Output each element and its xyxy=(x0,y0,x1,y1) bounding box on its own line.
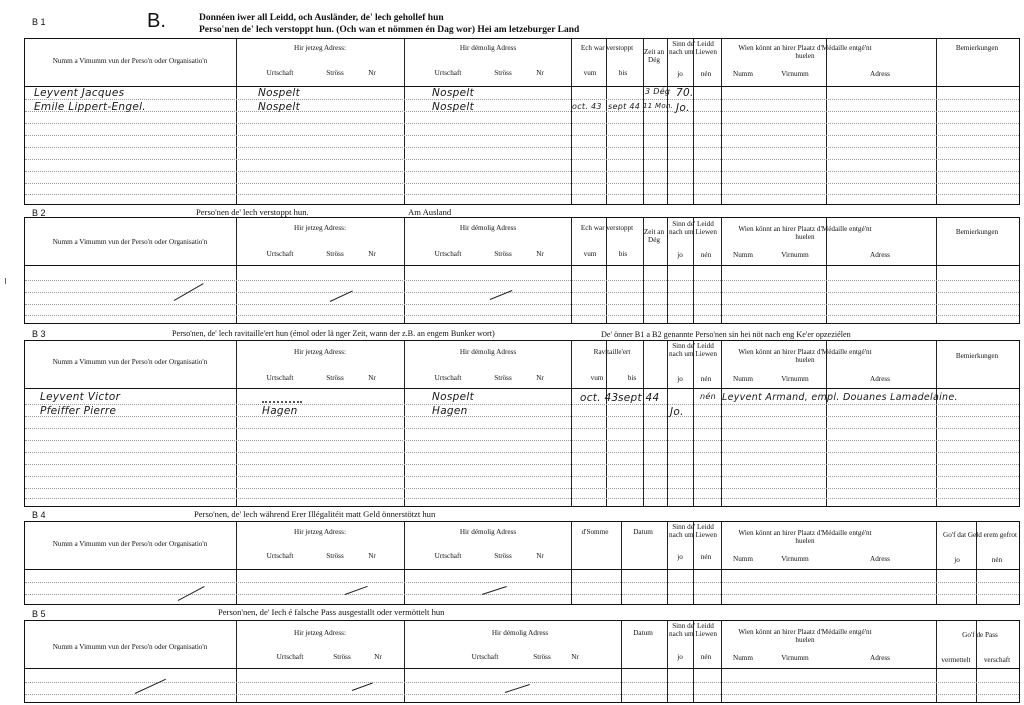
col-stross: Ströss xyxy=(494,552,512,560)
col-vum: vum xyxy=(583,69,597,77)
col-jo: jo xyxy=(677,375,683,383)
section-title-b2: Perso'nen de' lech verstoppt hun. xyxy=(196,207,309,217)
col-addr-now: Hir jetzeg Adress: xyxy=(294,629,346,637)
section-id-b5: B 5 xyxy=(32,609,46,619)
col-bemierkungen: Bemierkungen xyxy=(955,228,999,236)
col-medaille: Wien könnt an hirer Plaatz d'Médaille entgé'nt huelen xyxy=(738,225,872,241)
form-letter: B. xyxy=(147,10,166,32)
col-urtschaft: Urtschaft xyxy=(276,653,304,661)
col-adress: Adress xyxy=(870,555,890,563)
col-nen: nén xyxy=(700,375,712,383)
col-jo: jo xyxy=(677,653,683,661)
section-title-b3: Perso'nen, de' lech ravitaille'ert hun (émol oder lä nger Zeit, wann der z.B. an engem Bunker wort) xyxy=(172,329,495,338)
col-somme: d'Somme xyxy=(581,528,609,536)
entry-bis: sept 44 xyxy=(608,102,641,111)
col-medaille: Wien könnt an hirer Plaatz d'Médaille entgé'nt huelen xyxy=(738,348,872,364)
form-heading-2: Perso'nen de' lech verstoppt hun. (Och wan et nömmen én Dag wor) Hei am letzeburger Land xyxy=(199,25,580,35)
col-sinn: Sinn de' Leidd nach um Liewen xyxy=(669,40,717,56)
col-addr-now: Hir jetzeg Adress: xyxy=(294,528,346,536)
col-nr: Nr xyxy=(368,374,376,382)
section-subtitle-b2: Am Ausland xyxy=(408,207,452,217)
col-verstoppt: Ech war verstoppt xyxy=(580,44,634,52)
col-nen: nén xyxy=(700,251,712,259)
col-stross: Ströss xyxy=(326,374,344,382)
col-nr: Nr xyxy=(368,552,376,560)
col-nen: nén xyxy=(700,653,712,661)
col-datum: Datum xyxy=(633,629,653,637)
col-name: Numm a Vimumm vun der Perso'n oder Organisatio'n xyxy=(52,643,208,651)
col-nen: nén xyxy=(991,556,1003,564)
col-adress: Adress xyxy=(870,251,890,259)
col-nr: Nr xyxy=(536,552,544,560)
entry-name: Emile Lippert-Engel. xyxy=(34,101,146,113)
entry-jo: Jo. xyxy=(670,406,684,418)
col-nr: Nr xyxy=(571,653,579,661)
col-medaille: Wien könnt an hirer Plaatz d'Médaille entgé'nt huelen xyxy=(738,44,872,60)
col-stross: Ströss xyxy=(326,250,344,258)
col-numm: Numm xyxy=(733,654,753,662)
edge-mark xyxy=(5,278,10,284)
col-stross: Ströss xyxy=(326,552,344,560)
entry-addr-then: Nospelt xyxy=(432,101,475,113)
col-virnumm: Virnumm xyxy=(781,654,809,662)
entry-name: Leyvent Jacques xyxy=(34,87,125,99)
col-stross: Ströss xyxy=(494,250,512,258)
col-bemierkungen: Bemierkungen xyxy=(955,44,999,52)
col-addr-now: Hir jetzeg Adress: xyxy=(294,44,346,52)
col-bis: bis xyxy=(618,250,628,258)
col-name: Numm a Vimumm vun der Perso'n oder Organisatio'n xyxy=(52,57,208,65)
section-title-b4: Perso'nen, de' lech während Erer Illégalitéit matt Geld önnerstötzt hun xyxy=(194,509,436,519)
col-stross: Ströss xyxy=(333,653,351,661)
section-id-b1: B 1 xyxy=(32,17,46,27)
col-jo: jo xyxy=(677,251,683,259)
col-stross: Ströss xyxy=(533,653,551,661)
col-numm: Numm xyxy=(733,555,753,563)
entry-vum: oct. 43 xyxy=(572,102,602,111)
section-id-b4: B 4 xyxy=(32,510,46,520)
form-heading-1: Donnéen iwer all Leidd, och Ausländer, de' lech gehollef hun xyxy=(199,13,444,23)
col-sinn: Sinn de' Leidd nach um Liewen xyxy=(669,523,717,539)
col-adress: Adress xyxy=(870,375,890,383)
col-urtschaft: Urtschaft xyxy=(434,374,462,382)
entry-addr-now: Nospelt xyxy=(258,101,301,113)
col-urtschaft: Urtschaft xyxy=(266,374,294,382)
col-urtschaft: Urtschaft xyxy=(434,69,462,77)
entry-name: Pfeiffer Pierre xyxy=(40,405,117,417)
col-ravitailleert: Ravitaille'ert xyxy=(593,348,631,356)
col-virnumm: Virnumm xyxy=(781,555,809,563)
col-urtschaft: Urtschaft xyxy=(266,69,294,77)
col-urtschaft: Urtschaft xyxy=(266,250,294,258)
col-verschaft: verschaft xyxy=(983,656,1011,664)
entry-addr-now: Hagen xyxy=(262,405,298,417)
col-adress: Adress xyxy=(870,654,890,662)
col-vum: vum xyxy=(583,250,597,258)
col-jo: jo xyxy=(677,70,683,78)
entry-nen: nén xyxy=(700,392,716,401)
section-id-b2: B 2 xyxy=(32,208,46,218)
col-virnumm: Virnumm xyxy=(781,70,809,78)
entry-addr-then: Nospelt xyxy=(432,391,475,403)
col-nr: Nr xyxy=(368,250,376,258)
col-addr-now: Hir jetzeg Adress: xyxy=(294,348,346,356)
col-addr-then: Hir démolig Adress xyxy=(491,629,549,637)
col-stross: Ströss xyxy=(326,69,344,77)
col-urtschaft: Urtschaft xyxy=(266,552,294,560)
entry-jo: 70. xyxy=(676,87,694,99)
col-bis: bis xyxy=(627,374,637,382)
col-nen: nén xyxy=(700,553,712,561)
col-urtschaft: Urtschaft xyxy=(471,653,499,661)
col-medaille: Wien könnt an hirer Plaatz d'Médaille entgé'nt huelen xyxy=(738,529,872,545)
entry-bis: sept 44 xyxy=(618,392,660,404)
col-gof-pass: Go'f de Pass xyxy=(962,631,998,639)
entry-addr-then: Nospelt xyxy=(432,87,475,99)
col-sinn: Sinn de' Leidd nach um Liewen xyxy=(669,622,717,638)
col-jo: jo xyxy=(954,556,960,564)
col-name: Numm a Vimumm vun der Perso'n oder Organisatio'n xyxy=(52,238,208,246)
col-virnumm: Virnumm xyxy=(781,251,809,259)
col-numm: Numm xyxy=(733,251,753,259)
section-id-b3: B 3 xyxy=(32,329,46,339)
entry-vum: oct. 43 xyxy=(580,392,619,404)
entry-addr-then: Hagen xyxy=(432,405,468,417)
col-stross: Ströss xyxy=(494,374,512,382)
section-note-b3: De' önner B1 a B2 genannte Perso'nen sin hei nöt nach eng Ke'er opzeziélen xyxy=(601,330,851,339)
entry-name: Leyvent Victor xyxy=(40,391,121,403)
col-verstoppt: Ech war verstoppt xyxy=(580,224,634,232)
col-stross: Ströss xyxy=(494,69,512,77)
col-datum: Datum xyxy=(633,528,653,536)
col-numm: Numm xyxy=(733,70,753,78)
col-bemierkungen: Bemierkungen xyxy=(955,352,999,360)
col-urtschaft: Urtschaft xyxy=(434,250,462,258)
col-adress: Adress xyxy=(870,70,890,78)
col-nr: Nr xyxy=(368,69,376,77)
col-jo: jo xyxy=(677,553,683,561)
col-name: Numm a Vimumm vun der Perso'n oder Organisatio'n xyxy=(52,358,208,366)
entry-addr-now: Nospelt xyxy=(258,87,301,99)
col-nr: Nr xyxy=(536,250,544,258)
col-virnumm: Virnumm xyxy=(781,375,809,383)
section-title-b5: Person'nen, de' Iech é falsche Pass ausgestallt oder vermöttelt hun xyxy=(218,607,445,617)
col-addr-then: Hir démolig Adress xyxy=(459,44,517,52)
col-vermettelt: vermettelt xyxy=(941,656,971,664)
col-nr: Nr xyxy=(536,69,544,77)
col-nr: Nr xyxy=(374,653,382,661)
col-nen: nén xyxy=(700,70,712,78)
col-numm: Numm xyxy=(733,375,753,383)
col-medaille: Wien könnt an hirer Plaatz d'Médaille entgé'nt huelen xyxy=(738,628,872,644)
entry-zeit: 11 Mon. xyxy=(643,102,674,110)
col-addr-then: Hir démolig Adress xyxy=(459,348,517,356)
entry-medaille: Leyvent Armand, empl. Douanes Lamadelaine. xyxy=(722,392,958,403)
col-addr-then: Hir démolig Adress xyxy=(459,224,517,232)
col-zeit: Zeit an Dég xyxy=(643,48,665,64)
col-urtschaft: Urtschaft xyxy=(434,552,462,560)
col-vum: vum xyxy=(590,374,604,382)
col-sinn: Sinn de' Leidd nach um Liewen xyxy=(669,220,717,236)
col-zeit: Zeit an Dég xyxy=(643,228,665,244)
col-sinn: Sinn de' Leidd nach um Liewen xyxy=(669,342,717,358)
col-nr: Nr xyxy=(536,374,544,382)
col-addr-then: Hir démolig Adress xyxy=(459,528,517,536)
col-name: Numm a Vimumm vun der Perso'n oder Organisatio'n xyxy=(52,540,208,548)
col-bis: bis xyxy=(618,69,628,77)
col-addr-now: Hir jetzeg Adress: xyxy=(294,224,346,232)
col-gof-geld: Go'f dat Geld erem gefrot xyxy=(943,531,1017,539)
entry-jo: Jo. xyxy=(676,102,690,114)
entry-zeit: 3 Dég xyxy=(645,87,671,96)
scribble-mark xyxy=(262,393,302,403)
